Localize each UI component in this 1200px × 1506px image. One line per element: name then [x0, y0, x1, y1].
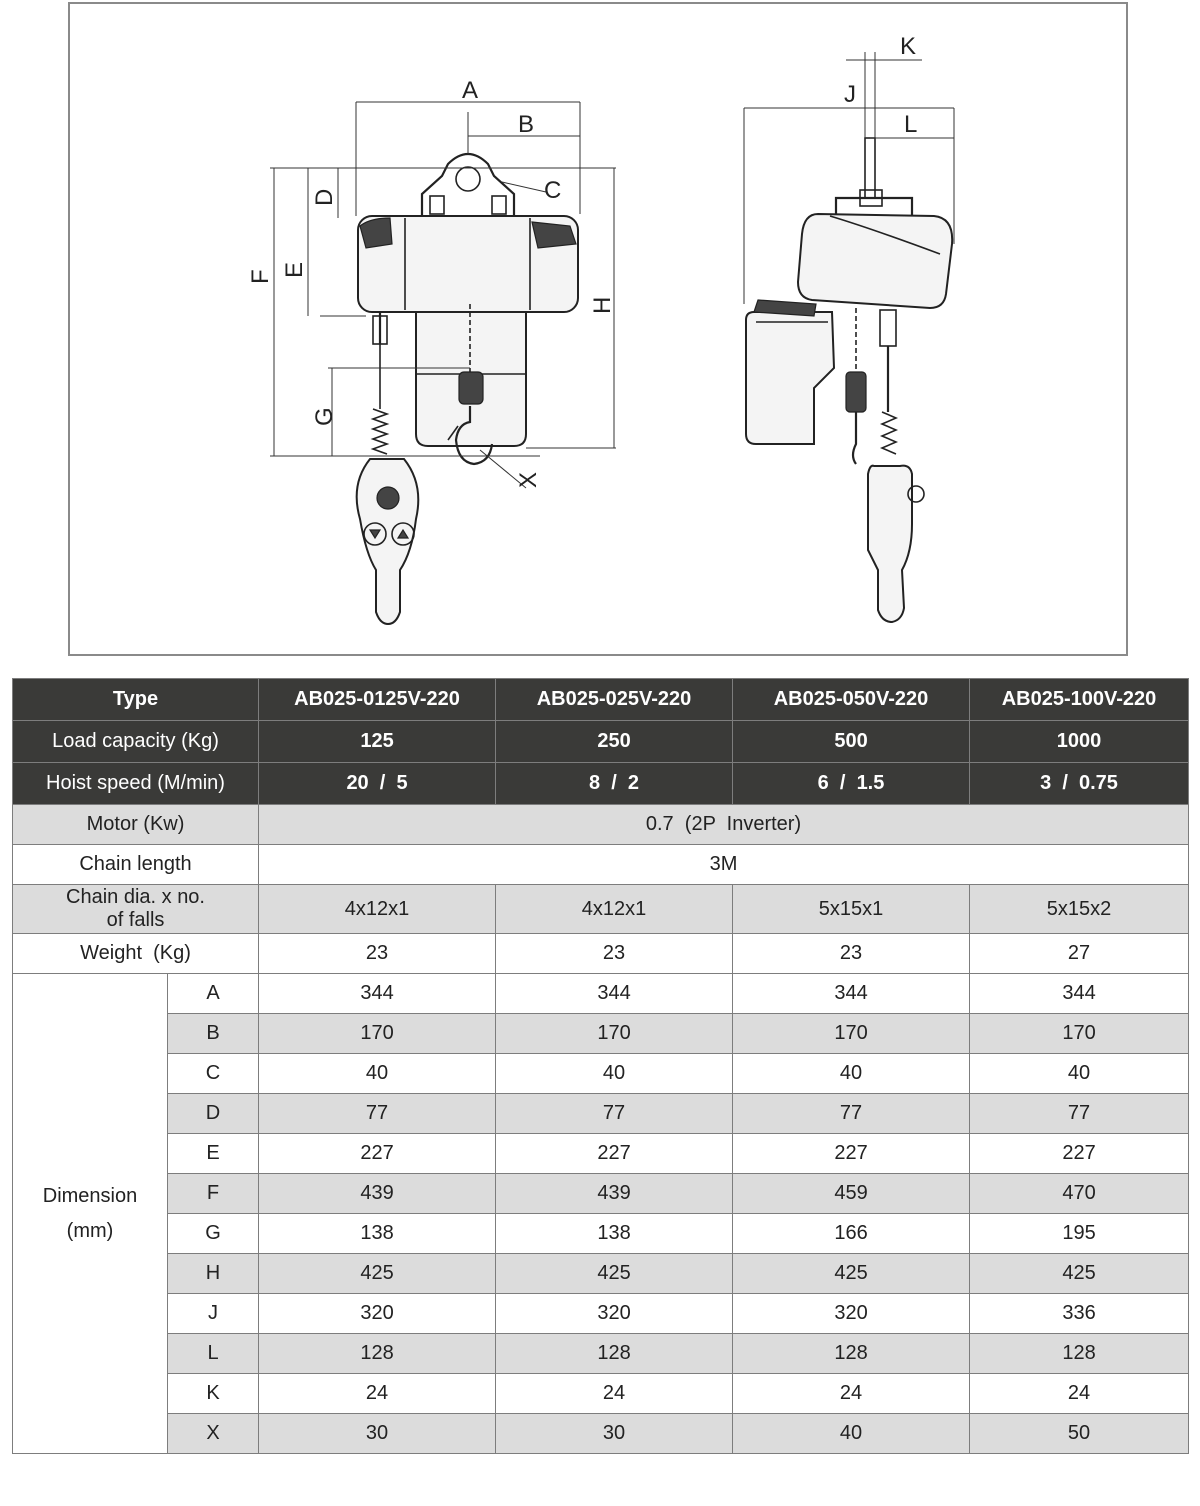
- dimension-key: D: [168, 1094, 259, 1134]
- load-value: 250: [496, 721, 733, 763]
- side-view: [744, 33, 954, 622]
- dimension-value: 320: [496, 1294, 733, 1334]
- speed-value: 3 / 0.75: [970, 763, 1189, 805]
- dimension-value: 128: [733, 1334, 970, 1374]
- label-D: D: [311, 188, 338, 206]
- weight-value: 23: [259, 934, 496, 974]
- dimension-row-e: [13, 1134, 1189, 1174]
- dimension-value: 30: [259, 1414, 496, 1454]
- dimension-value: 439: [496, 1174, 733, 1214]
- dimension-row-a: [13, 974, 1189, 1014]
- load-value: 1000: [970, 721, 1189, 763]
- dimension-value: 40: [733, 1414, 970, 1454]
- speed-value: 8 / 2: [496, 763, 733, 805]
- dimension-value: 320: [259, 1294, 496, 1334]
- dimension-key: E: [168, 1134, 259, 1174]
- dimension-label: [13, 974, 168, 1454]
- dimension-key: A: [168, 974, 259, 1014]
- dimension-value: 227: [496, 1134, 733, 1174]
- dimension-key: K: [168, 1374, 259, 1414]
- load-capacity-label: Load capacity (Kg): [13, 721, 259, 763]
- chain-dia-label-line2: of falls: [106, 909, 165, 931]
- dimension-value: 24: [496, 1374, 733, 1414]
- dimension-value: 425: [733, 1254, 970, 1294]
- label-G: G: [311, 407, 338, 426]
- dimension-value: 50: [970, 1414, 1189, 1454]
- dimension-row-g: [13, 1214, 1189, 1254]
- dimension-value: 227: [733, 1134, 970, 1174]
- dimension-value: 24: [970, 1374, 1189, 1414]
- hoist-speed-label: Hoist speed (M/min): [13, 763, 259, 805]
- label-B: B: [518, 111, 535, 138]
- chain-dia-label: [13, 885, 259, 934]
- dimension-value: 170: [733, 1014, 970, 1054]
- chain-dia-value: 5x15x2: [970, 885, 1189, 934]
- label-E: E: [281, 261, 308, 278]
- dimension-value: 344: [970, 974, 1189, 1014]
- dimension-value: 77: [970, 1094, 1189, 1134]
- speed-value: 6 / 1.5: [733, 763, 970, 805]
- dimension-label-line1: Dimension: [42, 1184, 138, 1207]
- weight-value: 23: [496, 934, 733, 974]
- dimension-value: 40: [496, 1054, 733, 1094]
- hoist-drawing-svg: [70, 4, 1126, 654]
- dimension-value: 128: [259, 1334, 496, 1374]
- label-X: X: [515, 471, 542, 488]
- side-motor-body: [798, 214, 952, 308]
- dimension-value: 24: [259, 1374, 496, 1414]
- dimension-row-x: [13, 1414, 1189, 1454]
- dimension-value: 320: [733, 1294, 970, 1334]
- dimension-value: 77: [733, 1094, 970, 1134]
- chain-length-row: [13, 845, 1189, 885]
- dimension-row-l: [13, 1334, 1189, 1374]
- dimension-key: X: [168, 1414, 259, 1454]
- model-name: AB025-050V-220: [733, 679, 970, 721]
- dimension-value: 77: [496, 1094, 733, 1134]
- dimension-value: 425: [496, 1254, 733, 1294]
- dimension-key: H: [168, 1254, 259, 1294]
- dimension-value: 227: [259, 1134, 496, 1174]
- dimension-key: B: [168, 1014, 259, 1054]
- dimension-value: 138: [259, 1214, 496, 1254]
- spec-table: [12, 678, 1189, 1454]
- dimension-key: F: [168, 1174, 259, 1214]
- dimension-value: 138: [496, 1214, 733, 1254]
- dimension-value: 336: [970, 1294, 1189, 1334]
- dimension-value: 128: [970, 1334, 1189, 1374]
- label-H: H: [589, 296, 616, 314]
- dimension-key: L: [168, 1334, 259, 1374]
- motor-row: [13, 805, 1189, 845]
- technical-drawing: [68, 2, 1128, 656]
- label-C: C: [544, 177, 562, 204]
- dimension-value: 344: [259, 974, 496, 1014]
- type-row: [13, 679, 1189, 721]
- weight-value: 27: [970, 934, 1189, 974]
- dimension-value: 470: [970, 1174, 1189, 1214]
- hoist-speed-row: [13, 763, 1189, 805]
- dimension-value: 40: [733, 1054, 970, 1094]
- dimension-value: 170: [496, 1014, 733, 1054]
- dimension-value: 344: [496, 974, 733, 1014]
- dimension-value: 439: [259, 1174, 496, 1214]
- chain-dia-value: 4x12x1: [259, 885, 496, 934]
- dimension-value: 425: [259, 1254, 496, 1294]
- side-control-box: [746, 312, 834, 444]
- dimension-value: 459: [733, 1174, 970, 1214]
- chain-dia-value: 4x12x1: [496, 885, 733, 934]
- label-F: F: [247, 269, 274, 284]
- load-capacity-row: [13, 721, 1189, 763]
- motor-value: 0.7 (2P Inverter): [259, 805, 1189, 845]
- dimension-value: 40: [970, 1054, 1189, 1094]
- dimension-row-j: [13, 1294, 1189, 1334]
- chain-length-value: 3M: [259, 845, 1189, 885]
- dimension-value: 24: [733, 1374, 970, 1414]
- load-value: 125: [259, 721, 496, 763]
- dimension-value: 195: [970, 1214, 1189, 1254]
- chain-length-label: Chain length: [13, 845, 259, 885]
- label-K: K: [900, 33, 917, 60]
- dimension-key: G: [168, 1214, 259, 1254]
- side-pendant: [868, 466, 912, 622]
- dimension-row-k: [13, 1374, 1189, 1414]
- dimension-value: 166: [733, 1214, 970, 1254]
- model-name: AB025-100V-220: [970, 679, 1189, 721]
- dimension-value: 170: [970, 1014, 1189, 1054]
- dimension-value: 40: [259, 1054, 496, 1094]
- weight-label: Weight (Kg): [13, 934, 259, 974]
- model-name: AB025-025V-220: [496, 679, 733, 721]
- label-A: A: [462, 77, 479, 104]
- dimension-row-f: [13, 1174, 1189, 1214]
- dimension-value: 170: [259, 1014, 496, 1054]
- load-value: 500: [733, 721, 970, 763]
- dimension-value: 77: [259, 1094, 496, 1134]
- dimension-value: 344: [733, 974, 970, 1014]
- dimension-value: 128: [496, 1334, 733, 1374]
- dimension-row-h: [13, 1254, 1189, 1294]
- model-name: AB025-0125V-220: [259, 679, 496, 721]
- motor-label: Motor (Kw): [13, 805, 259, 845]
- front-view: [247, 77, 616, 624]
- label-L: L: [904, 111, 918, 138]
- dimension-key: J: [168, 1294, 259, 1334]
- dimension-value: 425: [970, 1254, 1189, 1294]
- label-J: J: [844, 81, 856, 108]
- chain-dia-label-line1: Chain dia. x no.: [66, 886, 205, 908]
- dimension-label-line2: (mm): [66, 1219, 114, 1242]
- dimension-key: C: [168, 1054, 259, 1094]
- weight-row: [13, 934, 1189, 974]
- dimension-row-c: [13, 1054, 1189, 1094]
- speed-value: 20 / 5: [259, 763, 496, 805]
- type-label: Type: [13, 679, 259, 721]
- dimension-row-b: [13, 1014, 1189, 1054]
- chain-dia-value: 5x15x1: [733, 885, 970, 934]
- weight-value: 23: [733, 934, 970, 974]
- chain-dia-row: [13, 885, 1189, 934]
- dimension-value: 30: [496, 1414, 733, 1454]
- dimension-value: 227: [970, 1134, 1189, 1174]
- dimension-row-d: [13, 1094, 1189, 1134]
